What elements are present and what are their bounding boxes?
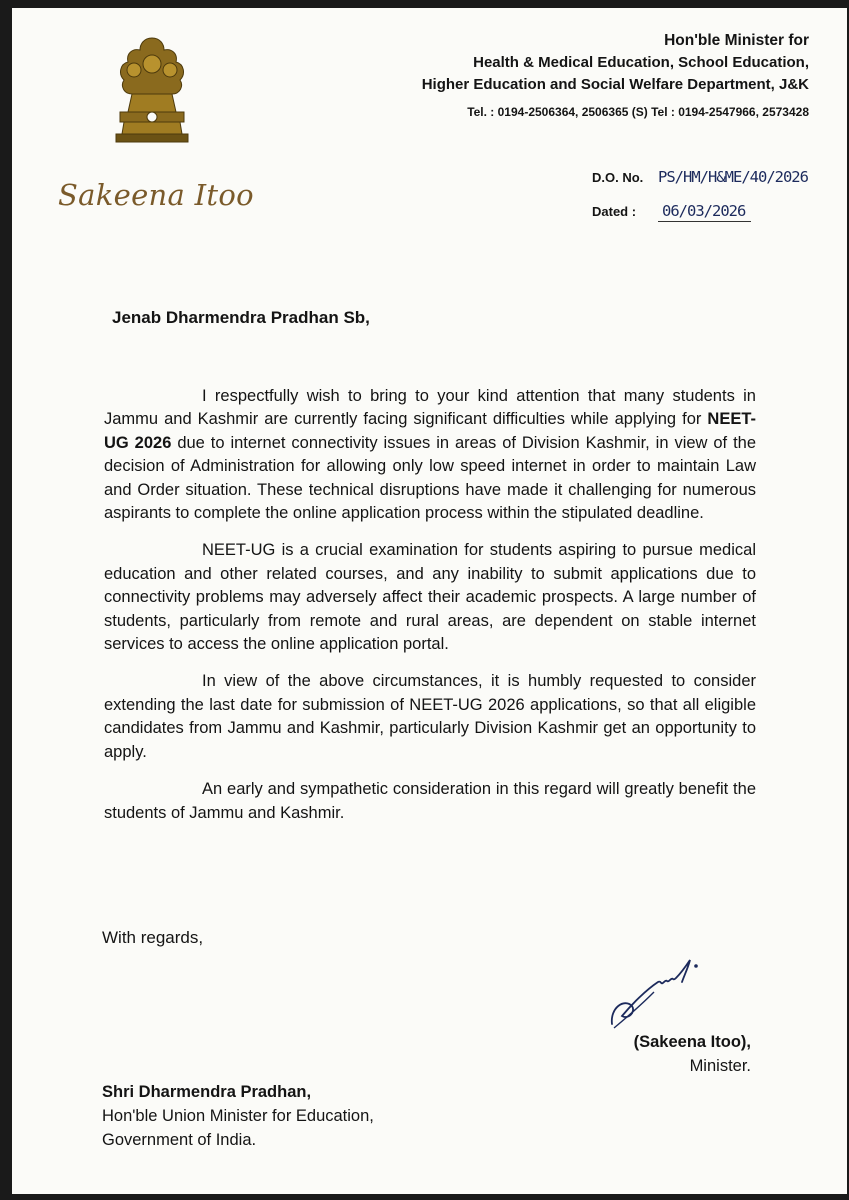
letterhead-telephone: Tel. : 0194-2506364, 2506365 (S) Tel : 0194-2547966, 2573428 bbox=[467, 105, 809, 119]
letterhead-title: Hon'ble Minister for bbox=[664, 32, 809, 49]
paragraph-2: NEET-UG is a crucial examination for students aspiring to pursue medical education and other related courses, and any inability to submit applications due to connectivity problems may adversely affect their academic prospects. A large number of students, particularly from remote and rural areas, are dependent on stable internet services to access the online application portal. bbox=[104, 541, 756, 654]
reference-block bbox=[592, 168, 808, 236]
addressee-org: Government of India. bbox=[102, 1131, 257, 1149]
national-emblem-icon bbox=[102, 30, 202, 160]
letter-page bbox=[12, 8, 847, 1194]
handwritten-signature bbox=[602, 946, 712, 1036]
paragraph-3: In view of the above circumstances, it is humbly requested to consider extending the last date for submission of NEET-UG 2026 applications, so that all eligible candidates from Jammu and Kashmir, particularly Division Kashmir get an opportunity to apply. bbox=[104, 672, 756, 761]
letterhead-departments-2: Higher Education and Social Welfare Department, J&K bbox=[421, 76, 809, 93]
signer-block bbox=[634, 1030, 751, 1078]
signer-name: (Sakeena Itoo), bbox=[633, 1033, 751, 1051]
dono-label: D.O. No. bbox=[592, 170, 644, 185]
addressee-name: Shri Dharmendra Pradhan, bbox=[102, 1083, 312, 1101]
paragraph-4: An early and sympathetic consideration in this regard will greatly benefit the students of Jammu and Kashmir. bbox=[104, 780, 756, 822]
salutation: Jenab Dharmendra Pradhan Sb, bbox=[112, 308, 370, 327]
dono-value: PS/HM/H&ME/40/2026 bbox=[658, 168, 808, 186]
minister-brand-name: Sakeena Itoo bbox=[58, 178, 254, 212]
paragraph-1: I respectfully wish to bring to your kind attention that many students in Jammu and Kashmir are currently facing significant difficulties while applying for NEET-UG 2026 due to internet connectivity issues in areas of Division Kashmir, in view of the decision of Administration for allowing only low speed internet in order to maintain Law and Order situation. These technical disruptions have made it challenging for numerous aspirants to complete the online application process within the stipulated deadline. bbox=[104, 387, 757, 523]
closing: With regards, bbox=[102, 928, 204, 947]
exam-name-bold: NEET-UG 2026 bbox=[104, 410, 756, 452]
addressee-block bbox=[102, 1080, 374, 1152]
letterhead-departments-1: Health & Medical Education, School Education, bbox=[473, 54, 809, 71]
dated-label: Dated : bbox=[592, 204, 637, 219]
signer-designation: Minister. bbox=[689, 1057, 751, 1075]
addressee-title: Hon'ble Union Minister for Education, bbox=[102, 1107, 374, 1125]
letter-body bbox=[104, 385, 756, 839]
dated-value: 06/03/2026 bbox=[658, 202, 751, 222]
letterhead-block bbox=[422, 30, 809, 122]
